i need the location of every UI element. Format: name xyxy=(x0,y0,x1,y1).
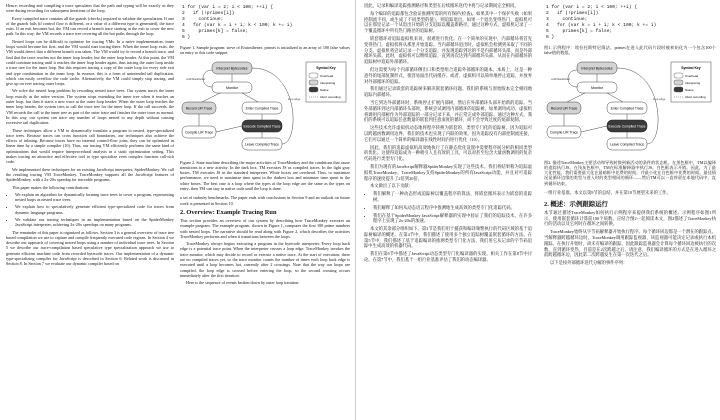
paragraph: 以下是按外部循环迭代分解的事件序列： xyxy=(550,260,628,266)
legend-item: Interpreting xyxy=(320,80,336,85)
legend-item: Abort recording xyxy=(320,94,341,99)
list-item: • We validate our tracing techniques in an implementation based on the SpiderMonkey JavaScript interpreter, achieving 2x-20x speedups on many programs. xyxy=(15,217,174,228)
list-item: • 我们解释了如何从动态语言程序中推测地生成高效的类型专门化追踪代码。 xyxy=(373,205,532,211)
legend-item: Abort recording xyxy=(685,94,706,99)
list-item: • 我们在基于SpiderMonkey JavaScript解释器的实现中验证了我们的追踪技术，在许多程序上实现了2x-20x的加速。 xyxy=(373,213,532,225)
figure1-caption: 图1. 示例程序：埃拉托斯特尼筛法。primes在进入此代码片段时被初始化为一个包含100个false值的数组。 xyxy=(544,45,716,56)
code-line: 2 if (!primes[i]) xyxy=(182,11,235,16)
code-line: 1 for (var i = 2; i < 100; ++i) { xyxy=(546,5,637,10)
compile-label: Compile LIR Trace xyxy=(549,130,579,135)
list-item: • We explain how to speculatively generate efficient type-specialized code for traces from dynamic language programs. xyxy=(15,204,174,215)
english-column-2 xyxy=(180,3,350,418)
state-machine-diagram xyxy=(180,60,348,152)
list-item: • We explain an algorithm for dynamically forming trace trees to cover a program, representing nested loops as nested trace trees. xyxy=(15,192,174,203)
code-line: 4 for (var k = i + i; k < 100; k += i) xyxy=(182,23,293,28)
paragraph: TraceMonkey始终从字节码解释器开始执行程序。每个循环回边都是一个潜在的跟踪点。当解释器跨越循环边时，TraceMonkey调用跟踪监视器，该监视器可能决定记录或执行本机跟踪。在执行开始时，尚未有编译的跟踪，因此跟踪监视器会计算每个循环回边被执行的次数，直到循环变热，目前是在2次跨越之后。请注意，我们编译循环的方式是在进入循环之前跨越循环边，因此第二次跨越发生在第一次迭代之后。 xyxy=(544,229,716,258)
figure2-caption: Figure 2. State machine describing the major activities of TraceMonkey and the conditions that cause transitions to a new activity. In the dark box, TM executes JS as compiled traces. In the light gray boxes, TM executes JS in the standard interpreter. White boxes are overhead. Thus, to maximize performance, we need to maximize time spent in the darkest box and minimize time spent in the white boxes. The best case is a loop where the types at the loop edge are the same as the types on entry–then TM can stay in native code until the loop is done. xyxy=(180,159,350,192)
english-page xyxy=(0,0,356,420)
paragraph: Hence, recording and compiling a trace speculates that the path and typing will be exactly as they were during recording for subsequent iterations of the loop. xyxy=(6,3,174,14)
paragraph: We implemented these techniques for an existing JavaScript interpreter, SpiderMonkey. We call the resulting tracing VM TraceMonkey. TraceMonkey supports all the JavaScript features of SpiderMonkey, with a 2x-20x speedup for traceable programs. xyxy=(6,166,174,183)
paragraph: These techniques allow a VM to dynamically translate a program to nested, type-specialized trace trees. Because traces can cross function call boundaries, our techniques also achieve the effects of inlining. Because traces have no internal control-flow joins, they can be optimized in linear time by a simple compiler (10). Thus, our tracing VM efficiently performs the same kind of optimizations that would require interprocedural analysis in a static optimization setting. This makes tracing an attractive and effective tool to type specialize even complex function call-rich code. xyxy=(6,127,174,165)
section-heading: 2. 概述：示例跟踪运行 xyxy=(544,200,608,208)
paragraph: 因此，记录和编译追踪推测路径和类型在后续循环迭代中将与记录期间完全相同。 xyxy=(364,3,519,8)
execute-label: Execute Compiled Trace xyxy=(608,124,646,129)
paragraph: We solve the nested loop problem by recording nested trace trees. Our system traces the inner loop exactly as the naïve version. The system stops extending the inner tree when it reaches an outer loop, but then it starts a new trace at the outer loop header. When the outer loop reaches the inner loop header, the system tries to call the trace tree for the inner loop. If the call succeeds, the VM records the call to the inner tree as part of the outer trace and finishes the outer trace as normal. In this way, our system can trace any number of loops nested to any depth without causing excessive tail duplication. xyxy=(6,88,174,126)
section-heading: 2. Overview: Example Tracing Run xyxy=(180,208,277,216)
state-machine-diagram xyxy=(544,60,714,152)
paragraph: a set of industry benchmarks. The paper ends with conclusions in Section 9 and an outlook on future work is presented in Section 10. xyxy=(180,195,350,206)
legend-swatch xyxy=(674,87,683,92)
chinese-column-2 xyxy=(544,3,716,418)
code-line: 3 continue; xyxy=(182,17,224,22)
code-listing xyxy=(546,5,716,41)
paragraph: Here is the sequence of events broken down by outer loop iteration: xyxy=(186,280,300,286)
legend-item: Interpreting xyxy=(685,80,701,85)
paragraph: 因此，我们的追踪虚拟机高效地执行了在静态优化设置中需要程序间分析的相同类型的优化。这使得追踪成为一种吸引人且有效的工具，可以对甚至包含大量函数调用的复杂代码进行类型专门化。 xyxy=(364,144,532,162)
legend-swatch xyxy=(309,80,318,85)
code-listing xyxy=(182,5,350,41)
paragraph: 我们为现有的JavaScript解释器SpiderMonkey实现了这些技术。我们将结果称为追踪虚拟机TraceMonkey。TraceMonkey支持SpiderMonkey的所有JavaScript功能，并且对可追踪程序的速度提升了2倍到20倍。 xyxy=(364,163,532,181)
paragraph: 但这需要为每个内部循环侧出口和类型组合追踪外部循环的副本。本质上，这是一种意外的尾部复制形式，很容易溢出代码缓存。或者，虚拟机可以简单地停止追踪，并放弃对外部循环的追踪。 xyxy=(364,66,532,84)
legend-item: Overhead xyxy=(685,73,699,78)
code-line: 5 primes[k] = false; xyxy=(546,29,613,34)
paragraph: 嵌套循环对追踪虚拟机来说，很难进行优化。在一个简单的实现中，内部循环将首先变得热门，虚拟机将从那里开始追踪。当内部循环退出时，虚拟机会检测到采取了不同的分支。虚拟机将尝试记录一个分支追踪，并发现追踪到达的不是内部循环头部，而是外部循环头部。此时，虚拟机可以继续追踪，直到再次达到内部循环头部，从而在内部循环的追踪树中追踪外部循环。 xyxy=(364,35,532,65)
monitor-label: Monitor xyxy=(226,85,238,90)
paragraph: 我们在第6节中描述了JavaScript动态类型专门化编译器的实现。相关工作在第8节中讨论。在第7节中，我们基于一组行业基准评估了我们的动态编译器。 xyxy=(364,251,532,263)
legend-item: Native xyxy=(320,87,329,92)
execute-label: Execute Compiled Trace xyxy=(243,124,281,129)
english-column-1 xyxy=(6,3,174,418)
paragraph: 一组行业基准。本文以第9节的总结，并在第10节展望未来的工作。 xyxy=(544,190,671,196)
paragraph: Nested loops can be difficult to optimize for tracing VMs. In a naïve implementation, inner loops would become hot first, and the VM would start tracing there. When the inner loop exits, the VM would detect that a different branch was taken. The VM would try to record a branch trace, and find that the trace reaches not the inner loop header, but the outer loop header. At this point, the VM could continue tracing until it reaches the inner loop header again, thus tracing the outer loop inside a trace tree for the inner loop. But this requires tracing a copy of the outer loop for every side exit and type combination in the inner loop. In essence, this is a form of unintended tail duplication, which can easily overflow the code cache. Alternatively, the VM could simply stop tracing, and give up on ever tracing outer loops. xyxy=(6,38,174,87)
code-line: 6 } xyxy=(546,35,555,40)
contributions-list xyxy=(6,192,174,228)
leave-label: Leave Compiled Trace xyxy=(245,142,279,147)
contributions-list xyxy=(364,191,532,224)
edge-label: loop edge xyxy=(653,96,666,101)
legend-title: Symbol Key xyxy=(681,65,701,70)
enter-label: Enter Compiled Trace xyxy=(245,106,279,111)
edge-label: loop edge xyxy=(288,96,301,101)
paragraph: 本节通过描述TraceMonkey如何执行示例程序来提供我们系统的概述。示例程序如图1所示，使用嵌套循环计算前100个质数。应结合图2一起阅读本文，图2描述了TraceMonkey执行的活动以及它何时在循环之间转换。 xyxy=(544,209,716,227)
legend-swatch xyxy=(309,73,318,78)
code-line: 4 for (var k = i + i; k < 100; k += i) xyxy=(546,23,657,28)
code-line: 2 if (!primes[i]) xyxy=(546,11,599,16)
monitor-label: Monitor xyxy=(591,85,603,90)
paragraph: The remainder of this paper is organized as follows. Section 3 is a general overview of trace tree based compilation we use to capture and compile frequently executed code regions. In Section 4 we describe our approach of covering nested loops using a number of individual trace trees. In Section 5 we describe our trace-compilation based speculative type specialization approach we use to generate efficient machine code from recorded bytecode traces. Our implementation of a dynamic type-specializing compiler for JavaScript is described in Section 6. Related work is discussed in Section 8. In Section 7 we evaluate our dynamic compiler based on xyxy=(6,229,174,267)
paragraph: 本文的其余部分组织如下。第3节是我们用于捕获和编译频繁执行的代码区域的基于追踪树编译的概述。在第4节中，我们描述了使用多个独立追踪树覆盖嵌套循环的方法。在第5节中，我们描述了基于追踪编译的推测类型专门化方法，我们用它从记录的字节码追踪中生成高效的机器代码。 xyxy=(364,226,532,249)
edge-label: cold/blacklisted xyxy=(186,76,205,81)
paragraph: This paper makes the following contributions: xyxy=(12,184,90,190)
leave-label: Leave Compiled Trace xyxy=(610,142,644,147)
enter-label: Enter Compiled Trace xyxy=(610,106,644,111)
chinese-page xyxy=(360,0,720,420)
paragraph: 本文做出了以下贡献： xyxy=(370,183,413,189)
record-label: Record LIR Trace xyxy=(550,106,578,111)
compile-label: Compile LIR Trace xyxy=(184,130,214,135)
code-line: 6 } xyxy=(182,35,191,40)
code-line: 1 for (var i = 2; i < 100; ++i) { xyxy=(182,5,273,10)
legend-item: Overhead xyxy=(320,73,334,78)
code-line: 5 primes[k] = false; xyxy=(182,29,249,34)
legend-swatch xyxy=(674,73,683,78)
paragraph: 当它到达外部循环时，系统停止扩展内部树，然后在外部循环头部开始新的追踪。当外部循环到达内部循环头部时，系统尝试调用内部循环的追踪树。如果调用成功，虚拟机将调用内部树作为外部追踪的一部分记录下来，并正常完成外部追踪。通过这种方式，我们的系统可以追踪任意数量的嵌套到任意深度的循环，而不会导致过度的尾部复制。 xyxy=(364,99,532,123)
chinese-column-1 xyxy=(364,3,532,418)
paragraph: TraceMonkey always begins executing a program in the bytecode interpreter. Every loop back edge is a potential trace point. When the interpreter crosses a loop edge, TraceMonkey invokes the trace monitor, which may decide to record or execute a native trace. At the start of execution, there are no compiled traces yet, so the trace monitor counts the number of times each loop back edge is executed until a loop becomes hot, currently after 2 crossings. Note that the way our loops are compiled, the loop edge is crossed before entering the loop, so the second crossing occurs immediately after the first iteration. xyxy=(180,241,350,278)
paragraph: 每个编译的追踪都包含验证推测所需的所有保护(检查)。如果其中一个保护失败（如果控制流不同，或生成了不同类型的值），则追踪退出。如果一个退出变得热门，虚拟机可以在那里记录一个从退出开始的分支追踪以覆盖新路径。通过这种方式，虚拟机记录了一个覆盖循环中所有热门路径的追踪树。 xyxy=(364,10,532,34)
paragraph: 这些技术允许虚拟机动态地将程序转换为嵌套的、类型专门化的追踪树。因为追踪可以跨越函数调用边界，我们的技术也实现了内联的效果。因为追踪没有内部控制流连接，它们可以通过一个简单的编译器在线性时间内进行优化（10）。 xyxy=(364,125,532,142)
list-item: • 我们解释了一种动态形成追踪树以覆盖程序的算法，将嵌套循环表示为嵌套的追踪树。 xyxy=(373,191,532,203)
interpret-label: Interpret Bytecodes xyxy=(216,66,248,71)
paragraph: 我们通过记录嵌套的追踪树来解决嵌套循环问题。我们的系统与原始版本完全相同地追踪内部循环。 xyxy=(364,86,532,98)
code-line: 3 continue; xyxy=(546,17,588,22)
legend-item: Native xyxy=(685,87,694,92)
paragraph: This section provides an overview of our system by describing how TraceMonkey executes an example program. The example program, shown in Figure 1, computes the first 100 prime numbers with nested loops. The narrative should be read along with Figure 2, which describes the activities TraceMonkey performs and when it transitions between the loops. xyxy=(180,217,350,239)
legend-swatch xyxy=(309,87,318,92)
record-label: Record LIR Trace xyxy=(185,106,213,111)
edge-label: cold/blacklisted xyxy=(551,76,570,81)
legend-swatch xyxy=(674,80,683,85)
paragraph: Every compiled trace contains all the guards (checks) required to validate the speculation. If one of the guards fails (if control flow is different, or a value of a different type is generated), the trace exits. If an exit becomes hot, the VM can record a branch trace starting at the exit to cover the new path. In this way, the VM records a trace tree covering all the hot paths through the loop. xyxy=(6,15,174,37)
interpret-label: Interpret Bytecodes xyxy=(581,66,613,71)
figure2-caption: 图2. 描述TraceMonkey主要活动和导致转换到新活动的条件的状态机。在黑色框中，TM以编译的追踪执行JS。在浅灰色框中，TM在标准解释器中执行JS。白色框表示开销。因此，为了最大化性能，我们需要最大化在最暗框中花费的时间，并最小化在白色框中花费的时间。最佳情况是循环边缘的类型与进入时的类型相同的循环——然后TM可以一直停留在本地代码中，直到循环结束。 xyxy=(544,159,716,186)
legend-title: Symbol Key xyxy=(316,65,336,70)
figure1-caption: Figure 1. Sample program: sieve of Eratosthenes. primes is initialized to an array of 100 false values on entry to this code snippet. xyxy=(180,45,350,56)
